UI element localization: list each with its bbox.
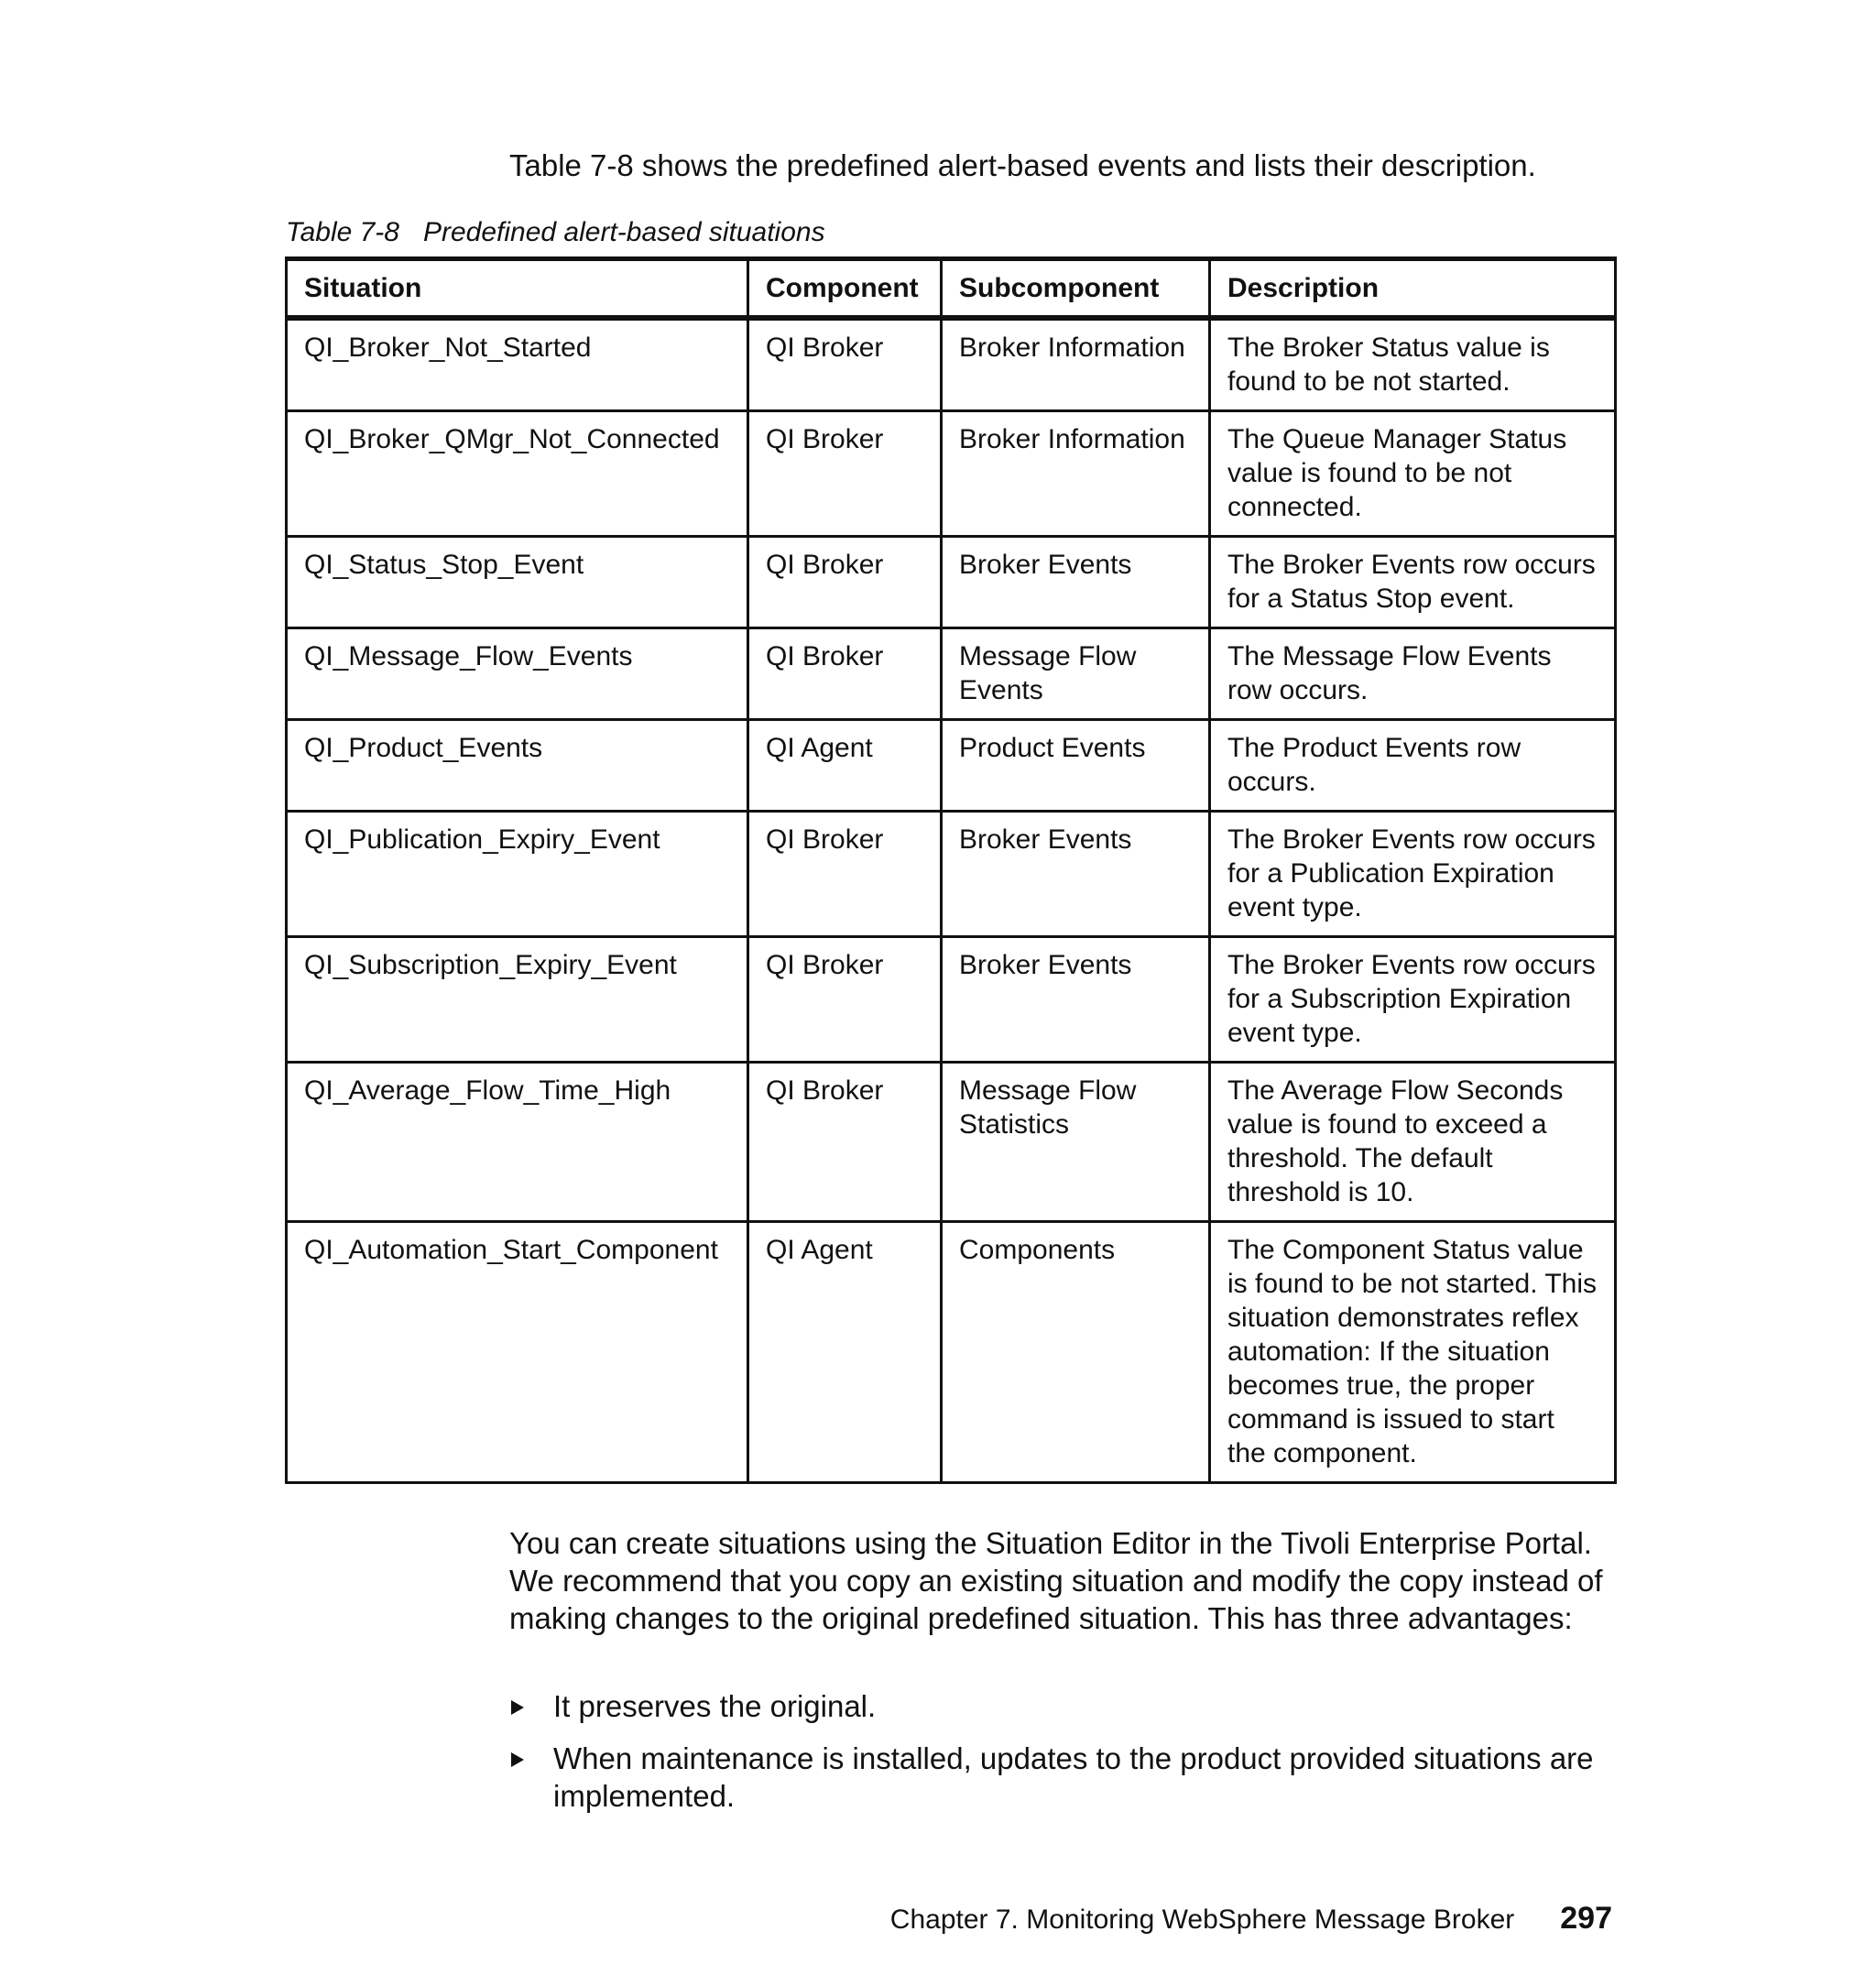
header-subcomponent: Subcomponent xyxy=(942,259,1210,319)
cell-situation: QI_Publication_Expiry_Event xyxy=(287,812,748,937)
cell-component: QI Broker xyxy=(748,411,942,537)
cell-component: QI Broker xyxy=(748,937,942,1063)
list-item-text: It preserves the original. xyxy=(553,1689,877,1723)
situations-table xyxy=(285,256,1617,1484)
intro-paragraph: Table 7-8 shows the predefined alert-based events and lists their description. xyxy=(509,148,1536,182)
cell-description: The Queue Manager Status value is found to be not connected. xyxy=(1210,411,1616,537)
table-caption xyxy=(286,214,825,251)
list-item xyxy=(509,1740,1618,1815)
cell-subcomponent: Message Flow Statistics xyxy=(942,1063,1210,1222)
cell-situation: QI_Status_Stop_Event xyxy=(287,537,748,628)
cell-description: The Broker Status value is found to be not started. xyxy=(1210,318,1616,411)
table-row xyxy=(287,1222,1616,1483)
cell-subcomponent: Broker Events xyxy=(942,937,1210,1063)
cell-component: QI Agent xyxy=(748,1222,942,1483)
table-row xyxy=(287,812,1616,937)
cell-subcomponent: Broker Events xyxy=(942,812,1210,937)
table-row xyxy=(287,937,1616,1063)
cell-subcomponent: Broker Events xyxy=(942,537,1210,628)
cell-subcomponent: Broker Information xyxy=(942,411,1210,537)
cell-description: The Message Flow Events row occurs. xyxy=(1210,628,1616,720)
header-component: Component xyxy=(748,259,942,319)
cell-subcomponent: Product Events xyxy=(942,720,1210,812)
cell-description: The Broker Events row occurs for a Subscription Expiration event type. xyxy=(1210,937,1616,1063)
cell-subcomponent: Message Flow Events xyxy=(942,628,1210,720)
cell-component: QI Agent xyxy=(748,720,942,812)
page-footer xyxy=(879,1900,1612,1938)
body-paragraph: You can create situations using the Situation Editor in the Tivoli Enterprise Portal. We recommend that you copy an existing situation and modify the copy instead of making changes to the original predefined situation. This has three advantages: xyxy=(509,1526,1603,1635)
table-header-row xyxy=(287,259,1616,319)
cell-component: QI Broker xyxy=(748,812,942,937)
cell-description: The Broker Events row occurs for a Publication Expiration event type. xyxy=(1210,812,1616,937)
cell-subcomponent: Components xyxy=(942,1222,1210,1483)
list-item xyxy=(509,1687,1618,1725)
table-row xyxy=(287,720,1616,812)
cell-description: The Average Flow Seconds value is found to exceed a threshold. The default threshold is 10. xyxy=(1210,1063,1616,1222)
header-situation: Situation xyxy=(287,259,748,319)
cell-situation: QI_Subscription_Expiry_Event xyxy=(287,937,748,1063)
cell-situation: QI_Broker_Not_Started xyxy=(287,318,748,411)
cell-component: QI Broker xyxy=(748,628,942,720)
table-row xyxy=(287,537,1616,628)
cell-situation: QI_Message_Flow_Events xyxy=(287,628,748,720)
cell-situation: QI_Automation_Start_Component xyxy=(287,1222,748,1483)
cell-subcomponent: Broker Information xyxy=(942,318,1210,411)
cell-component: QI Broker xyxy=(748,318,942,411)
cell-description: The Product Events row occurs. xyxy=(1210,720,1616,812)
bullet-list xyxy=(509,1687,1618,1829)
cell-situation: QI_Product_Events xyxy=(287,720,748,812)
table-caption-title: Predefined alert-based situations xyxy=(422,217,825,247)
cell-description: The Broker Events row occurs for a Status Stop event. xyxy=(1210,537,1616,628)
table-row xyxy=(287,318,1616,411)
header-description: Description xyxy=(1210,259,1616,319)
cell-component: QI Broker xyxy=(748,537,942,628)
page-number: 297 xyxy=(1560,1901,1612,1936)
list-item-text: When maintenance is installed, updates to the product provided situations are implemented. xyxy=(553,1741,1594,1813)
cell-situation: QI_Average_Flow_Time_High xyxy=(287,1063,748,1222)
table-row xyxy=(287,411,1616,537)
table-row xyxy=(287,1063,1616,1222)
table-row xyxy=(287,628,1616,720)
bullet-triangle-icon xyxy=(511,1700,524,1715)
bullet-triangle-icon xyxy=(511,1752,524,1767)
cell-description: The Component Status value is found to be not started. This situation demonstrates reflex automation: If the situation becomes true, the proper command is issued to start the component. xyxy=(1210,1222,1616,1483)
footer-chapter-title: Chapter 7. Monitoring WebSphere Message Broker xyxy=(889,1904,1515,1935)
cell-situation: QI_Broker_QMgr_Not_Connected xyxy=(287,411,748,537)
cell-component: QI Broker xyxy=(748,1063,942,1222)
table-caption-number: Table 7-8 xyxy=(286,217,399,247)
